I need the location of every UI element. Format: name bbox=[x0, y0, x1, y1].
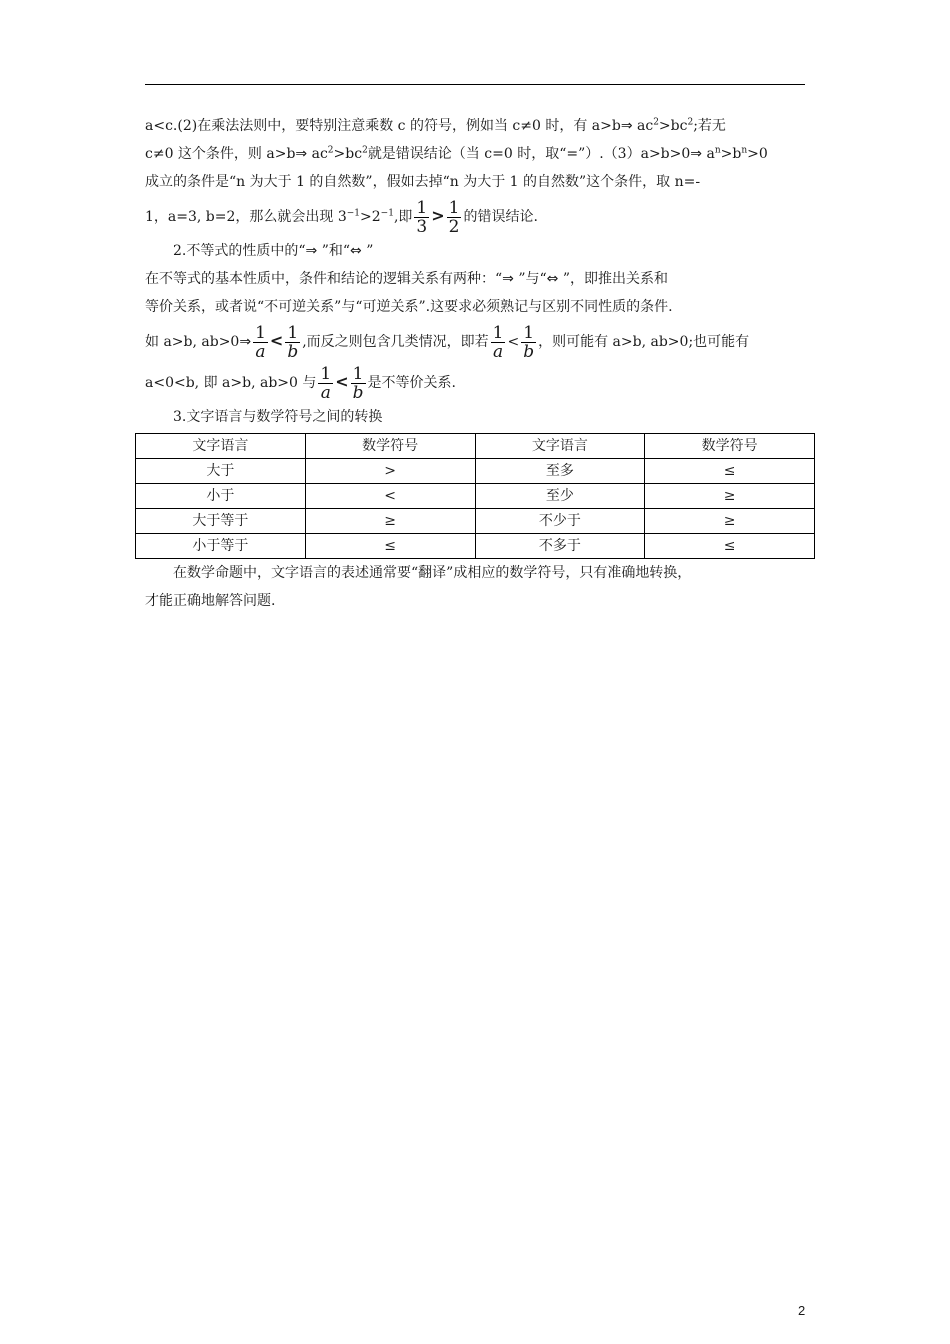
text: 的错误结论. bbox=[463, 209, 538, 225]
table-cell: < bbox=[305, 484, 475, 509]
superscript: 2 bbox=[362, 145, 368, 156]
numerator: 1 bbox=[492, 322, 504, 343]
denominator: 2 bbox=[448, 216, 460, 237]
numerator: 1 bbox=[416, 197, 428, 218]
table-cell: 小于 bbox=[136, 484, 306, 509]
implies-symbol: ⇒ bbox=[305, 243, 318, 259]
iff-symbol: ⇔ bbox=[546, 271, 559, 287]
fraction-1-over-b bbox=[521, 324, 536, 361]
table-header-cell: 数学符号 bbox=[305, 434, 475, 459]
page-number: 2 bbox=[798, 1303, 806, 1318]
text: c≠0 这个条件，则 a>b bbox=[145, 146, 296, 162]
implies-symbol: ⇒ bbox=[690, 146, 703, 162]
superscript: n bbox=[714, 145, 721, 156]
less-than-symbol: < bbox=[507, 334, 520, 350]
greater-than-symbol: > bbox=[431, 206, 445, 225]
para1-line1 bbox=[145, 112, 815, 140]
fraction-1-over-a bbox=[491, 324, 506, 361]
table-cell: ≤ bbox=[645, 534, 815, 559]
text: a<0<b, 即 a>b, ab>0 与 bbox=[145, 375, 317, 391]
table-cell: ≥ bbox=[305, 509, 475, 534]
closing-line1: 在数学命题中，文字语言的表述通常要“翻译”成相应的数学符号，只有准确地转换， bbox=[173, 565, 692, 581]
table-header-cell: 文字语言 bbox=[136, 434, 306, 459]
text: ”与“ bbox=[513, 271, 547, 287]
table-cell: ≥ bbox=[645, 484, 815, 509]
table-header-row bbox=[136, 434, 815, 459]
superscript: −1 bbox=[380, 208, 394, 219]
denominator: a bbox=[320, 382, 331, 403]
fraction-one-half bbox=[447, 199, 462, 236]
section3-title: 3.文字语言与数学符号之间的转换 bbox=[173, 409, 383, 425]
para1-line2 bbox=[145, 140, 815, 168]
table-cell: > bbox=[305, 459, 475, 484]
table-row bbox=[136, 484, 815, 509]
superscript: 2 bbox=[653, 117, 659, 128]
section2-line4 bbox=[145, 362, 815, 403]
superscript: 2 bbox=[687, 117, 694, 128]
text: ac bbox=[632, 118, 654, 134]
text: a bbox=[702, 146, 715, 162]
text: a<c.(2)在乘法法则中，要特别注意乘数 c 的符号，例如当 c≠0 时，有 a>b bbox=[145, 118, 621, 134]
superscript: n bbox=[741, 145, 748, 156]
numerator: 1 bbox=[255, 322, 266, 343]
table-cell: 大于 bbox=[136, 459, 306, 484]
table-row bbox=[136, 534, 815, 559]
superscript: 2 bbox=[327, 145, 334, 156]
text: >bc bbox=[333, 146, 363, 162]
table-header-cell: 文字语言 bbox=[475, 434, 645, 459]
text: ,即 bbox=[393, 209, 413, 225]
text: >b bbox=[720, 146, 742, 162]
numerator: 1 bbox=[285, 324, 300, 343]
conversion-table bbox=[135, 433, 815, 559]
numerator: 1 bbox=[351, 365, 366, 384]
iff-symbol: ⇔ bbox=[350, 243, 362, 259]
implies-symbol: ⇒ bbox=[239, 334, 252, 350]
denominator: b bbox=[287, 341, 299, 362]
fraction-1-over-b bbox=[351, 365, 366, 402]
text: ” bbox=[361, 243, 374, 259]
text: 1，a=3, b=2，那么就会出现 3 bbox=[145, 209, 347, 225]
table-cell: 不多于 bbox=[475, 534, 645, 559]
denominator: b bbox=[523, 341, 535, 362]
text: 在不等式的基本性质中，条件和结论的逻辑关系有两种：“ bbox=[145, 271, 503, 287]
table-cell: ≤ bbox=[305, 534, 475, 559]
text: 就是错误结论（当 c=0 时，取“=”）.（3）a>b>0 bbox=[367, 146, 691, 162]
less-than-symbol: < bbox=[269, 331, 284, 350]
para1-line3: 成立的条件是“n 为大于 1 的自然数”，假如去掉“n 为大于 1 的自然数”这个条件，取 n=- bbox=[145, 174, 701, 190]
text: ,而反之则包含几类情况，即若 bbox=[302, 334, 489, 350]
implies-symbol: ⇒ bbox=[502, 271, 514, 287]
table-cell: 小于等于 bbox=[136, 534, 306, 559]
denominator: a bbox=[255, 341, 266, 362]
table-cell: 大于等于 bbox=[136, 509, 306, 534]
text: 如 a>b, ab>0 bbox=[145, 334, 240, 350]
denominator: a bbox=[493, 341, 504, 362]
superscript: −1 bbox=[346, 208, 361, 219]
denominator: 3 bbox=[416, 216, 428, 237]
fraction-1-over-a bbox=[318, 365, 333, 402]
fraction-1-over-b bbox=[285, 324, 300, 361]
text: >bc bbox=[658, 118, 688, 134]
text: ”和“ bbox=[317, 243, 351, 259]
section2-line1 bbox=[145, 265, 815, 293]
table-cell: 至少 bbox=[475, 484, 645, 509]
text: 2.不等式的性质中的“ bbox=[173, 243, 306, 259]
table-header-cell: 数学符号 bbox=[645, 434, 815, 459]
text: ;若无 bbox=[693, 118, 726, 134]
text: >2 bbox=[360, 209, 381, 225]
closing-line2: 才能正确地解答问题. bbox=[145, 593, 276, 609]
table-cell: ≤ bbox=[645, 459, 815, 484]
implies-symbol: ⇒ bbox=[295, 146, 308, 162]
fraction-one-third bbox=[414, 199, 429, 236]
text: >0 bbox=[747, 146, 768, 162]
table-row bbox=[136, 509, 815, 534]
table-row bbox=[136, 459, 815, 484]
text: 是不等价关系. bbox=[367, 375, 456, 391]
para1-line4 bbox=[145, 196, 815, 237]
table-cell: 至多 bbox=[475, 459, 645, 484]
denominator: b bbox=[352, 382, 364, 403]
numerator: 1 bbox=[448, 197, 460, 218]
section2-line2: 等价关系，或者说“不可逆关系”与“可逆关系”.这要求必须熟记与区别不同性质的条件. bbox=[145, 299, 673, 315]
header-rule bbox=[145, 84, 805, 85]
less-than-symbol: < bbox=[335, 372, 349, 391]
page-content bbox=[145, 112, 815, 615]
text: ”，即推出关系和 bbox=[558, 271, 668, 287]
section2-line3 bbox=[145, 321, 815, 362]
section2-title bbox=[145, 237, 815, 265]
text: ，则可能有 a>b, ab>0;也可能有 bbox=[538, 334, 750, 350]
fraction-1-over-a bbox=[253, 324, 268, 361]
table-cell: ≥ bbox=[645, 509, 815, 534]
numerator: 1 bbox=[320, 363, 332, 384]
table-cell: 不少于 bbox=[475, 509, 645, 534]
implies-symbol: ⇒ bbox=[620, 118, 633, 134]
text: ac bbox=[307, 146, 328, 162]
numerator: 1 bbox=[521, 324, 536, 343]
